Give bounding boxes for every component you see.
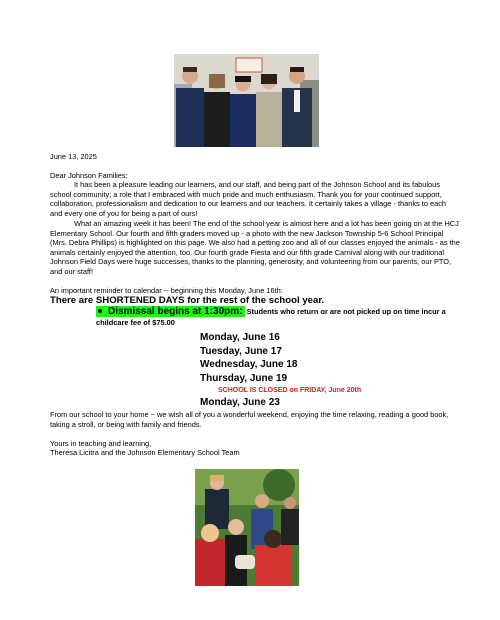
letter-date: June 13, 2025 bbox=[50, 152, 97, 161]
day-item: Thursday, June 19 bbox=[200, 372, 288, 384]
shortened-days-list bbox=[200, 331, 361, 410]
letter-greeting: Dear Johnson Families: bbox=[50, 171, 128, 180]
signature: Theresa Licitra and the Johnson Elementary School Team bbox=[50, 448, 240, 457]
petting-zoo-photo bbox=[195, 469, 299, 586]
day-item: Wednesday, June 18 bbox=[200, 359, 298, 370]
calendar-reminder: An important reminder to calendar -- beginning this Monday, June 16th: bbox=[50, 286, 283, 295]
shortened-days-heading: There are SHORTENED DAYS for the rest of the school year. bbox=[50, 295, 325, 306]
bullet-icon bbox=[98, 309, 102, 313]
dismissal-time: Dismissal begins at 1:30pm: bbox=[108, 306, 243, 317]
letter-paragraph-intro: It has been a pleasure leading our learners, and our staff, and being part of the Johnson School and its fabulous school community; a role that I embraced with much pride and much enthusiasm. Thank you for your continued support, collaboration, professionalism and dedication to our learners and our teachers. It certainly takes a village - thanks to each and every one of you for being a part of ours! bbox=[50, 180, 447, 218]
dismissal-highlight bbox=[96, 306, 245, 317]
day-item: Monday, June 16 bbox=[200, 332, 280, 343]
signoff: Yours in teaching and learning, bbox=[50, 439, 152, 448]
school-closed-notice: SCHOOL IS CLOSED on FRIDAY, June 20th bbox=[218, 387, 362, 394]
day-item: Monday, June 23 bbox=[200, 397, 280, 408]
day-item: Tuesday, June 17 bbox=[200, 345, 282, 357]
closing-paragraph: From our school to your home ~ we wish all of you a wonderful weekend, enjoying the time relaxing, reading a good book, taking a stroll, or being with family and friends. bbox=[50, 410, 449, 429]
letter-paragraph-week: What an amazing week it has been! The end of the school year is almost here and a lot has been going on at the HCJ Elementary School. Our fourth and fifth graders moved up - a photo with the new Jackson Township 5-6 School Principal (Mrs. Debra Phillips) is highlighted on this page. We also had a petting zoo and all of our classes enjoyed the animals - as the animals certainly enjoyed the attention, too. Our fourth grade Fiesta and our fifth grade Carnival along with our traditional Johnson Field Days were huge successes, thanks to the planning, generosity, and volunteering from our parents, our PTO, and our staff! bbox=[50, 219, 460, 276]
dismissal-notice bbox=[96, 307, 456, 328]
staff-group-photo bbox=[174, 54, 319, 147]
childcare-fee-note: Students who return or are not picked up on time incur a childcare fee of $75.00 bbox=[96, 307, 446, 327]
